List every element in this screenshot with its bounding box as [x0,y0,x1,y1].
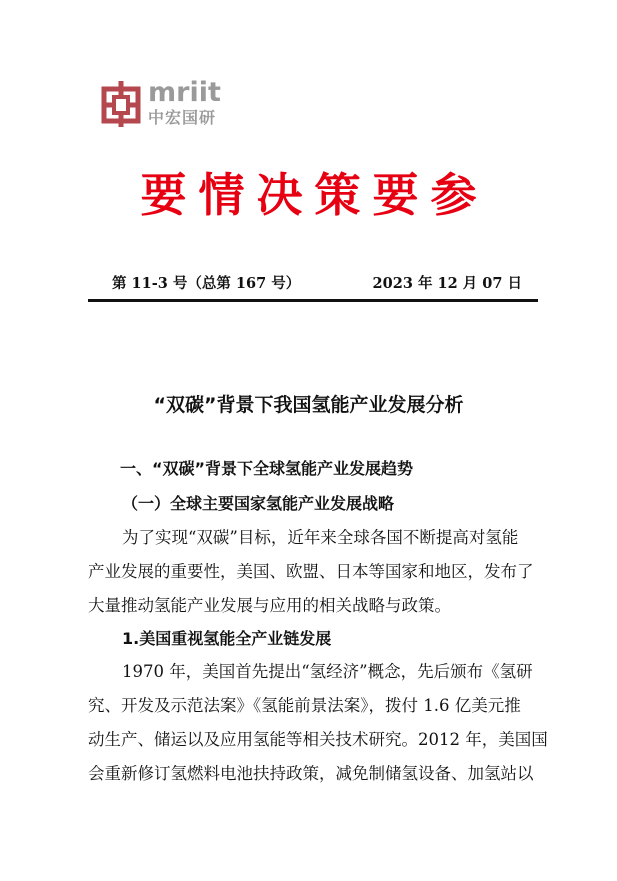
issue-info [112,272,522,294]
paragraph-line: 究、开发及示范法案》《氢能前景法案》，拨付 1.6 亿美元推 [88,696,521,715]
subsubsection-heading: 1.美国重视氢能全产业链发展 [122,629,332,648]
paragraph-2 [88,655,548,791]
paragraph-line: 动生产、储运以及应用氢能等相关技术研究。2012 年，美国国 [88,730,548,749]
mriit-logo [100,79,230,129]
document-title: “双碳”背景下我国氢能产业发展分析 [153,394,464,416]
header-rule [88,299,538,302]
logo-text-cn: 中宏国研 [148,108,217,127]
mriit-logo-icon [100,79,142,129]
paragraph-1 [88,521,540,623]
paragraph-line: 1970 年，美国首先提出“氢经济”概念，先后颁布《氢研 [122,662,533,681]
section-heading: 一、“双碳”背景下全球氢能产业发展趋势 [120,459,414,478]
paragraph-line: 产业发展的重要性，美国、欧盟、日本等国家和地区，发布了 [88,562,534,581]
paragraph-line: 会重新修订氢燃料电池扶持政策，减免制储氢设备、加氢站以 [88,764,534,783]
issue-number: 第 11-3 号（总第 167 号） [112,275,301,292]
logo-text-en: mriit [148,77,221,108]
paragraph-line: 为了实现“双碳”目标，近年来全球各国不断提高对氢能 [122,528,519,547]
paragraph-line: 大量推动氢能产业发展与应用的相关战略与政策。 [88,596,451,615]
issue-date: 2023 年 12 月 07 日 [372,275,522,292]
subsection-heading: （一）全球主要国家氢能产业发展战略 [122,494,395,513]
masthead-title: 要情决策要参 [140,168,489,222]
